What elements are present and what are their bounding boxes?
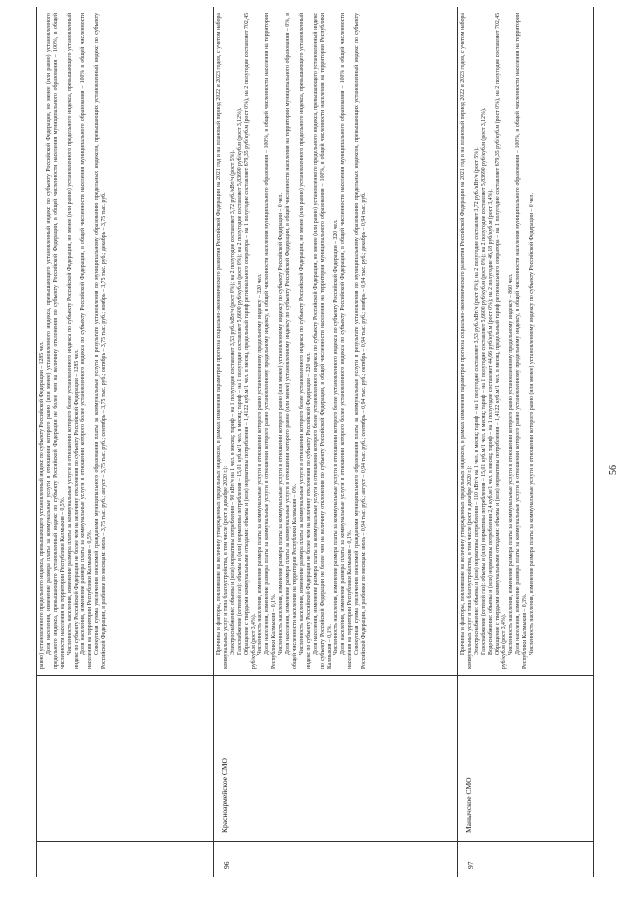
row-number-cell [214, 841, 457, 877]
row-number-cell [37, 841, 213, 877]
description-paragraph: Доля населения, изменение размера платы за коммунальные услуги в отношении которого равно установленному предельному индексу, в общей численности населения муниципального образования – 100%, в общей численности населения на территории Республики Калмыкия – 0,3%. [515, 13, 529, 669]
description-paragraph: Численность населения, изменение размера платы за коммунальные услуги в отношении которого равно установленному предельному индексу – 860 чел. [508, 273, 515, 655]
description-paragraph: Электроснабжение: объемы и (или) нормативы потребления – 110 кВт/ч на 1 чел. в месяц; тариф – на 1 полугодие составляет 3,53 руб./кВт/ч (рост 0%); на 2 полугодие составляет 3,72 руб./кВт/ч (рост 5%). [473, 147, 480, 655]
description-paragraph: Обращение с твердыми коммунальными отходами: объемы и (или) нормативы потребления – 1,4122 куб.м/1 чел. в месяц, предельный тариф регионального оператора – на 1 полугодие составляет 679,35 руб/куб.м (рост 0%), на 2 полугодие составляет 702,45 руб/куб.м (рост 3,4%). [243, 13, 257, 669]
description-paragraph: Доля населения, изменение размера платы за коммунальные услуги в отношении которого равно (или менее) установленного индекса, превышающего установленный индекс по субъекту Российской Федерации, но менее (или равно) установленного предельного индекса, превышающего установленный индекс по субъекту Российской Федерации не более чем на величину отклонения по субъекту Российской Федерации, в общей численности населения муниципального образования – 100%, в общей численности населения на территории Республики Калмыкия – 0,5%. [45, 13, 66, 669]
description-paragraph: Совокупная сумма увеличения вносимой гражданами муниципального образования платы за коммунальные услуги в результате установления по муниципальному образованию предельных индексов, превышающих установленный индекс по субъекту Российской Федерации, в разбивке по месяцам: июль – 0,94 тыс. руб.; август – 0,94 тыс. руб.; сентябрь – 0,94 тыс. руб.; октябрь – 0,94 тыс. руб.; ноябрь – 0,94 тыс. руб.; декабрь – 0,94 тыс. руб. [354, 13, 368, 669]
municipality-cell [458, 675, 593, 841]
description-cell [37, 7, 213, 675]
description-paragraph: Доля населения, изменение размера платы за коммунальные услуги в отношении которого равно (или менее) установленному индексу по субъекту Российской Федерации, в общей численности населения на территории муниципального образования – 0%, в общей численности населения на территории Республики Калмыкия – 0%. [285, 13, 298, 669]
table-row [457, 7, 593, 877]
row-number: 97 [466, 861, 475, 869]
municipality-cell [214, 675, 457, 841]
description-paragraph: Газоснабжение (сетевой газ): объемы и (или) нормативы потребления – 15,01 куб.м/1 чел. в месяц; тариф – на 1 полугодие составляет 5,6600 руб/куб.м (рост 0%); на 2 полугодие составляет 5,83690 руб/куб.м (рост 3,12%). [480, 107, 487, 655]
description-paragraph: Численность населения, изменение размера платы за коммунальные услуги в отношении которого равно (или менее) установленному индексу по субъекту Российской Федерации – 0 чел. [529, 193, 536, 655]
description-paragraph: Доля населения, изменение размера платы за коммунальные услуги в отношении которого более установленного индекса по субъекту Российской Федерации, но менее (или равно) установленного предельного индекса, превышающего установленный индекс по субъекту Российской Федерации не более чем на величину отклонения по субъекту Российской Федерации, в общей численности населения на территории муниципального образования – 100%, в общей численности населения на территории Республики Калмыкия – 0,1%. [312, 13, 333, 669]
description-paragraph: Водоснабжение: объемы и (или) нормативы потребления 2,4 куб.м/1 чел. в месяц; тариф – на 1 полугодие составляет 44,66 руб/куб.м (рост 0%); на 2 полугодие 46,18 руб/куб.м (рост 3,4%). [487, 189, 494, 655]
description-paragraph: Доля населения, изменение размера платы за коммунальные услуги в отношении которого равно установленному предельному индексу, в общей численности населения муниципального образования – 100%, в общей численности населения на территории Республики Калмыкия – 0,1%. [264, 13, 278, 669]
description-paragraph: Обращение с твердыми коммунальными отходами: объемы и (или) нормативы потребления – 1,4122 куб.м/1 чел. в месяц, предельный тариф регионального оператора – на 1 полугодие составляет 679,35 руб/куб.м (рост 0%), на 2 полугодие составляет 702,45 руб/куб.м (рост 3,4%). [494, 13, 508, 669]
description-paragraph: Численность населения, изменение размера платы за коммунальные услуги в отношении которого равно (или менее) установленному индексу по субъекту Российской Федерации – 0 чел. [278, 193, 285, 655]
description-paragraph: равно) установленного предельного индекса, превышающего установленный индекс по субъекту Российской Федерации – 1285 чел. [39, 341, 45, 669]
description-paragraph: Доля населения, изменение размера платы за коммунальные услуги в отношении которого более установленного индекса по субъекту Российской Федерации, в общей численности населения муниципального образования – 100% в общей численности населения на территории Республики Калмыкия – 0,5%. [80, 13, 94, 669]
table-row [37, 7, 213, 877]
description-paragraph: Причины и факторы, повлиявшие на величину утвержденных предельных индексов, в рамках изменения параметров прогноза социально-экономического развития Российской Федерации на 2021 год и на плановый период 2022 и 2023 годов, с учетом набора коммунальных услуг и типа благоустройства, в том числе (рост в декабре 2020 г.): [460, 13, 473, 669]
description-paragraph: Численность населения, изменение размера платы за коммунальные услуги в отношении которого равно установленному предельному индексу – 320 чел. [257, 273, 264, 655]
row-number-cell [458, 841, 593, 877]
description-paragraph: Численность населения, изменение размера платы за коммунальные услуги в отношении которого более установленного индекса по субъекту Российской Федерации, но менее (или равно) установленного предельного индекса, превышающего установленный индекс по субъекту Российской Федерации не более чем на величину отклонения по субъекту Российской Федерации – 1285 чел. [66, 13, 80, 669]
description-paragraph: Численность населения, изменение размера платы за коммунальные услуги в отношении которого более установленного индекса по субъекту Российской Федерации – 320 чел. [333, 219, 340, 655]
municipality-cell [37, 675, 213, 841]
description-paragraph: Численность населения, изменение размера платы за коммунальные услуги в отношении которого более установленного индекса по субъекту Российской Федерации, но менее (или равно) установленного предельного индекса, превышающего установленный индекс по субъекту Российской Федерации не более чем на величину отклонения по субъекту Российской Федерации – 320 чел. [298, 13, 312, 669]
page-number: 56 [608, 465, 619, 475]
row-number: 96 [222, 861, 231, 869]
municipality-name: Манычское СМО [464, 777, 473, 833]
description-paragraph: Совокупная сумма увеличения вносимой гражданами муниципального образования платы за коммунальные услуги в результате установления по муниципальному образованию предельных индексов, превышающих установленный индекс по субъекту Российской Федерации, в разбивке по месяцам: июль – 3,75 тыс. руб.; август – 3,75 тыс. руб.; сентябрь – 3,75 тыс. руб.; октябрь – 3,75 тыс. руб.; ноябрь – 3,75 тыс. руб.; декабрь – 3,75 тыс. руб. [94, 13, 108, 669]
description-paragraph: Доля населения, изменение размера платы за коммунальные услуги в отношении которого более установленного индекса по субъекту Российской Федерации, в общей численности населения муниципального образования – 100% в общей численности населения на территории Республики Калмыкия – 0,1%. [340, 13, 354, 669]
description-paragraph: Газоснабжение (сетевой газ): объемы и (или) нормативы потребления – 15,01 куб.м/1 чел. в месяц; тариф – на 1 полугодие составляет 5,6600 руб/куб.м (рост 0%); на 2 полугодие составляет 5,83690 руб/куб.м (рост 3,12%). [236, 107, 243, 655]
description-cell [214, 7, 457, 675]
table-row [213, 7, 457, 877]
description-paragraph: Причины и факторы, повлиявшие на величину утвержденных предельных индексов, в рамках изменения параметров прогноза социально-экономического развития Российской Федерации на 2021 год и на плановый период 2022 и 2023 годов, с учетом набора коммунальных услуг и типа благоустройства, в том числе (рост в декабре 2020 г.): [216, 13, 229, 669]
municipality-name: Красноармейское СМО [220, 758, 229, 833]
utility-index-table [36, 7, 594, 877]
description-cell [458, 7, 593, 675]
description-paragraph: Электроснабжение: объемы и (или) нормативы потребления – 90 кВт/ч на 1 чел. в месяц; тариф – на 1 полугодие составляет 3,53 руб./кВт/ч (рост 0%); на 2 полугодие составляет 3,72 руб./кВт/ч (рост 5%). [229, 150, 236, 655]
